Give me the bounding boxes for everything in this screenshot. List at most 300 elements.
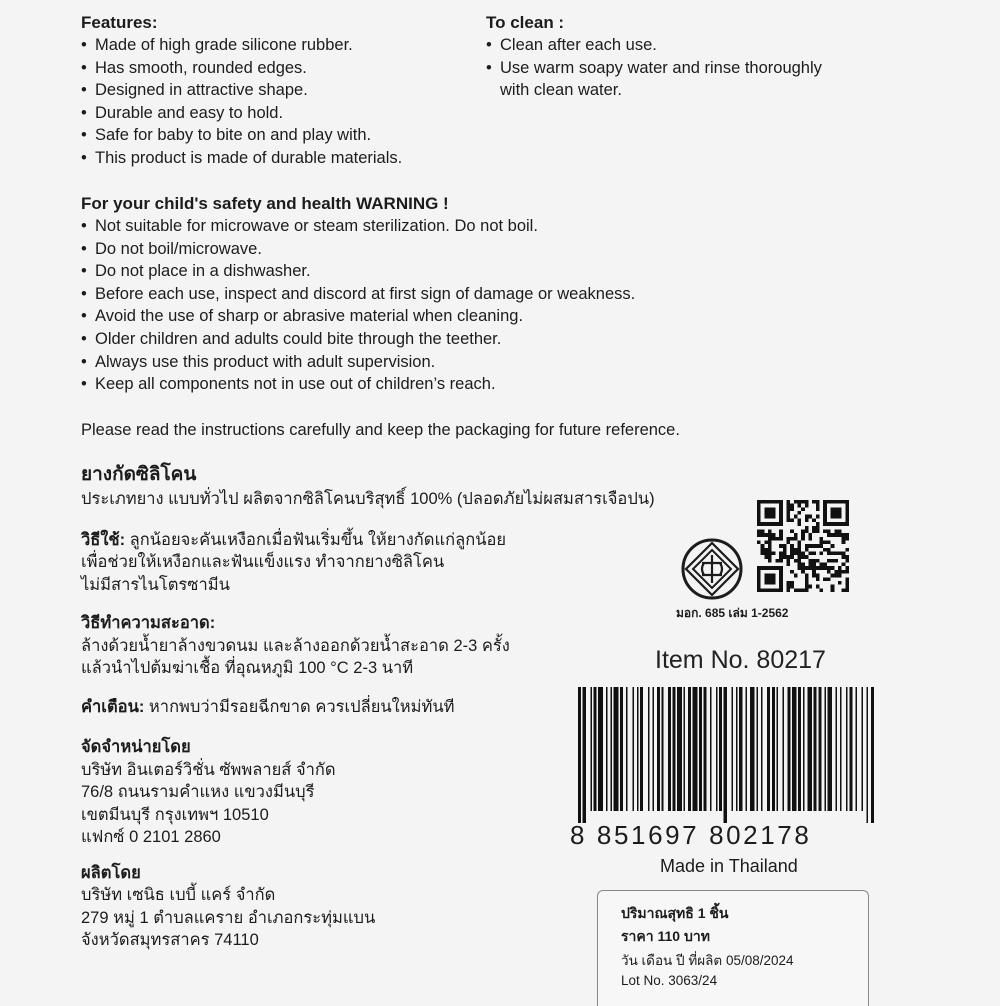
qr-module [772, 574, 776, 578]
qr-module [834, 552, 838, 556]
bullet: • [81, 126, 87, 145]
qr-module [768, 552, 772, 556]
qr-module [831, 544, 835, 548]
qr-module [809, 552, 813, 556]
warning-item-text: Keep all components not in use out of children’s reach. [95, 375, 496, 394]
qr-module [831, 566, 835, 570]
qr-module [805, 515, 809, 519]
barcode-bar [693, 687, 698, 811]
barcode-bar [652, 687, 654, 811]
qr-module [845, 570, 849, 574]
qr-module [786, 500, 790, 504]
qr-module [823, 563, 827, 567]
qr-code-icon [757, 500, 849, 592]
qr-module [783, 555, 787, 559]
qr-module [801, 552, 805, 556]
barcode-bar [614, 687, 619, 811]
qr-module [801, 507, 805, 511]
barcode-bar [657, 687, 660, 811]
qr-module [786, 504, 790, 508]
qr-module [768, 500, 772, 504]
qr-module [761, 566, 765, 570]
qr-module [823, 504, 827, 508]
barcode-icon [572, 687, 880, 823]
qr-module [790, 585, 794, 589]
qr-module [779, 500, 783, 504]
warning-item-text: Do not boil/microwave. [95, 239, 262, 258]
qr-module [786, 588, 790, 592]
qr-module [809, 585, 813, 589]
qr-module [816, 522, 820, 526]
qr-module [823, 529, 827, 533]
thai-warning-line [81, 696, 655, 719]
qr-module [790, 537, 794, 541]
qr-module [790, 504, 794, 508]
qr-module [768, 559, 772, 563]
barcode-bar [598, 687, 603, 811]
qr-module [845, 581, 849, 585]
qr-module [842, 533, 846, 537]
qr-module [842, 537, 846, 541]
qr-module [834, 559, 838, 563]
qr-module [823, 500, 827, 504]
qr-module [809, 559, 813, 563]
warning-item [81, 305, 635, 328]
qr-module [831, 552, 835, 556]
thai-manufacturer-label: ผลิตโดย [81, 863, 141, 882]
qr-module [772, 552, 776, 556]
qr-module [779, 518, 783, 522]
warning-title: For your child's safety and health WARNING ! [81, 194, 449, 213]
qr-module [845, 504, 849, 508]
qr-module [812, 552, 816, 556]
qr-module [757, 504, 761, 508]
net-quantity: ปริมาณสุทธิ 1 ชิ้น [621, 905, 729, 921]
barcode-bar [606, 687, 608, 811]
qr-module [797, 566, 801, 570]
qr-module [764, 507, 768, 511]
qr-module [794, 537, 798, 541]
barcode-bar [736, 687, 738, 811]
qr-module [801, 588, 805, 592]
feature-item-text: Has smooth, rounded edges. [95, 58, 307, 77]
qr-module [757, 529, 761, 533]
bullet: • [81, 352, 87, 371]
barcode-bar [683, 687, 685, 811]
qr-module [768, 581, 772, 585]
qr-module [823, 577, 827, 581]
bullet: • [81, 375, 87, 394]
qr-module [842, 588, 846, 592]
qr-module [805, 518, 809, 522]
barcode-bar [840, 687, 842, 811]
qr-module [827, 552, 831, 556]
barcode-bar [767, 687, 770, 811]
qr-module [816, 504, 820, 508]
qr-module [831, 522, 835, 526]
barcode-bar [772, 687, 775, 811]
bullet: • [486, 36, 492, 54]
qr-module [827, 529, 831, 533]
qr-module [845, 518, 849, 522]
qr-module [816, 507, 820, 511]
barcode-bar [620, 687, 623, 811]
thai-title: ยางกัดซิลิโคน [81, 464, 197, 485]
thai-warning-text: หากพบว่ามีรอยฉีกขาด ควรเปลี่ยนใหม่ทันที [144, 697, 455, 716]
qr-module [790, 507, 794, 511]
barcode-bar [637, 687, 639, 811]
barcode-bar [578, 687, 581, 823]
qr-module [779, 574, 783, 578]
qr-module [831, 507, 835, 511]
production-info-box [597, 890, 869, 1006]
qr-module [794, 500, 798, 504]
qr-module [812, 563, 816, 567]
qr-module [757, 522, 761, 526]
feature-item-text: Made of high grade silicone rubber. [95, 36, 353, 54]
qr-module [779, 585, 783, 589]
qr-module [790, 570, 794, 574]
barcode-bar [824, 687, 826, 811]
qr-module [790, 552, 794, 556]
qr-module [801, 570, 805, 574]
qr-module [838, 566, 842, 570]
qr-module [827, 522, 831, 526]
warning-item-text: Avoid the use of sharp or abrasive material when cleaning. [95, 307, 524, 326]
distributor-line: บริษัท อินเตอร์วิชั่น ซัพพลายส์ จำกัด [81, 760, 336, 779]
qr-module [797, 588, 801, 592]
qr-module [838, 581, 842, 585]
qr-module [838, 511, 842, 515]
clean-item [486, 34, 822, 57]
thai-clean-line1: ล้างด้วยน้ำยาล้างขวดนม และล้างออกด้วยน้ำสะอาด 2-3 ครั้ง [81, 636, 510, 655]
qr-module [831, 559, 835, 563]
qr-module [794, 559, 798, 563]
qr-module [783, 548, 787, 552]
qr-module [809, 515, 813, 519]
qr-module [757, 566, 761, 570]
barcode-bar [750, 687, 755, 811]
lot-number: Lot No. 3063/24 [621, 973, 718, 988]
qr-module [845, 588, 849, 592]
barcode-bar [745, 687, 747, 811]
qr-module [768, 515, 772, 519]
qr-module [761, 500, 765, 504]
qr-module [805, 581, 809, 585]
qr-module [768, 540, 772, 544]
qr-module [772, 577, 776, 581]
qr-module [764, 548, 768, 552]
qr-module [757, 518, 761, 522]
qr-module [779, 529, 783, 533]
barcode-bar [632, 687, 634, 811]
qr-module [772, 566, 776, 570]
warning-item [81, 215, 635, 238]
warning-section [81, 193, 635, 396]
qr-module [764, 552, 768, 556]
qr-module [768, 544, 772, 548]
qr-module [768, 522, 772, 526]
qr-module [790, 555, 794, 559]
qr-module [845, 559, 849, 563]
qr-module [827, 566, 831, 570]
barcode-bar [719, 687, 722, 811]
qr-module [845, 566, 849, 570]
feature-item [81, 147, 402, 170]
qr-module [834, 570, 838, 574]
qr-module [772, 507, 776, 511]
qr-module [786, 540, 790, 544]
qr-module [834, 533, 838, 537]
qr-module [834, 515, 838, 519]
barcode-bar [787, 687, 790, 811]
qr-module [757, 540, 761, 544]
price: ราคา 110 บาท [621, 928, 710, 944]
warning-item-text: Older children and adults could bite through the teether. [95, 329, 502, 348]
qr-module [772, 588, 776, 592]
qr-module [812, 518, 816, 522]
qr-module [764, 574, 768, 578]
thai-usage-line1 [81, 529, 655, 552]
thai-clean-line2: แล้วนำไปต้มฆ่าเชื้อ ที่อุณหภูมิ 100 °C 2-3 นาที [81, 659, 414, 677]
barcode-bar [818, 687, 821, 811]
features-title: Features: [81, 13, 158, 32]
qr-module [845, 511, 849, 515]
qr-module [834, 574, 838, 578]
qr-module [823, 522, 827, 526]
thai-manufacturer-lines [81, 884, 655, 952]
qr-module [809, 537, 813, 541]
qr-module [823, 511, 827, 515]
qr-module [845, 533, 849, 537]
qr-module [823, 515, 827, 519]
qr-module [805, 526, 809, 530]
qr-module [816, 577, 820, 581]
qr-module [761, 529, 765, 533]
qr-module [768, 566, 772, 570]
qr-module [761, 544, 765, 548]
feature-item-text: Safe for baby to bite on and play with. [95, 126, 372, 145]
qr-module [820, 563, 824, 567]
barcode-bar [849, 687, 852, 811]
qr-module [779, 537, 783, 541]
qr-module [827, 500, 831, 504]
qr-module [764, 566, 768, 570]
qr-module [779, 522, 783, 526]
qr-module [783, 552, 787, 556]
qr-module [820, 537, 824, 541]
qr-module [801, 529, 805, 533]
thai-distributor-label: จัดจำหน่ายโดย [81, 738, 191, 756]
qr-module [834, 507, 838, 511]
barcode-bar [704, 687, 707, 811]
qr-module [845, 500, 849, 504]
bullet: • [81, 103, 87, 122]
barcode-bar [688, 687, 691, 811]
qr-module [816, 544, 820, 548]
barcode-bar [776, 687, 778, 811]
qr-module [764, 515, 768, 519]
feature-item [81, 57, 402, 80]
qr-module [775, 566, 779, 570]
qr-module [838, 574, 842, 578]
feature-item [81, 34, 402, 57]
barcode-bar [866, 687, 868, 823]
qr-module [801, 500, 805, 504]
to-clean-section [486, 12, 822, 102]
qr-module [768, 529, 772, 533]
qr-module [764, 522, 768, 526]
clean-item-text: Use warm soapy water and rinse thoroughly [500, 58, 822, 77]
thai-usage-text: ลูกน้อยจะคันเหงือกเมื่อฟันเริ่มขึ้น ให้ยางกัดแก่ลูกน้อย [125, 530, 507, 549]
feature-item [81, 102, 402, 125]
barcode-bar [871, 687, 874, 823]
qr-module [805, 548, 809, 552]
qr-module [845, 522, 849, 526]
qr-module [801, 533, 805, 537]
qr-module [790, 518, 794, 522]
barcode-bar [862, 687, 864, 811]
qr-module [842, 563, 846, 567]
qr-module [757, 507, 761, 511]
bullet: • [81, 36, 87, 54]
barcode-bar [710, 687, 712, 811]
qr-module [797, 500, 801, 504]
qr-module [812, 574, 816, 578]
qr-module [797, 555, 801, 559]
qr-module [838, 529, 842, 533]
warning-item [81, 373, 635, 396]
qr-module [768, 574, 772, 578]
bullet: • [81, 239, 87, 258]
qr-module [786, 507, 790, 511]
qr-module [757, 570, 761, 574]
warning-item [81, 238, 635, 261]
qr-module [820, 544, 824, 548]
qr-module [794, 588, 798, 592]
warning-item-text: Not suitable for microwave or steam sterilization. Do not boil. [95, 217, 538, 235]
barcode-bar [590, 687, 592, 811]
qr-module [805, 504, 809, 508]
qr-module [823, 540, 827, 544]
qr-module [834, 511, 838, 515]
qr-module [779, 559, 783, 563]
qr-module [816, 529, 820, 533]
qr-module [797, 522, 801, 526]
qr-module [764, 581, 768, 585]
production-date: วัน เดือน ปี ที่ผลิต 05/08/2024 [621, 953, 794, 968]
qr-module [812, 570, 816, 574]
qr-module [812, 544, 816, 548]
qr-module [764, 577, 768, 581]
qr-module [797, 559, 801, 563]
qr-module [816, 526, 820, 530]
feature-item-text: This product is made of durable materials. [95, 148, 403, 167]
qr-module [779, 533, 783, 537]
qr-module [805, 588, 809, 592]
qr-module [768, 555, 772, 559]
barcode-bar [594, 687, 597, 811]
qr-module [775, 537, 779, 541]
qr-module [801, 563, 805, 567]
qr-module [816, 566, 820, 570]
qr-module [786, 585, 790, 589]
qr-module [809, 563, 813, 567]
qr-module [816, 500, 820, 504]
qr-module [779, 581, 783, 585]
qr-module [816, 559, 820, 563]
qr-module [831, 574, 835, 578]
qr-module [764, 533, 768, 537]
barcode-bar [792, 687, 797, 811]
qr-module [772, 522, 776, 526]
barcode-bar [662, 687, 664, 811]
qr-module [757, 500, 761, 504]
qr-module [820, 540, 824, 544]
barcode-bar [828, 687, 833, 811]
qr-module [823, 518, 827, 522]
qr-module [757, 515, 761, 519]
qr-module [786, 581, 790, 585]
qr-module [761, 533, 765, 537]
qr-module [764, 540, 768, 544]
qr-module [816, 585, 820, 589]
qr-module [775, 522, 779, 526]
to-clean-continuation: with clean water. [500, 81, 622, 100]
qr-module [757, 577, 761, 581]
barcode-bar [716, 687, 718, 811]
qr-module [805, 574, 809, 578]
qr-module [845, 515, 849, 519]
qr-module [775, 500, 779, 504]
bullet: • [81, 58, 87, 77]
thai-usage-line2: เพื่อช่วยให้เหงือกและฟันแข็งแรง ทำจากยางซิลิโคน [81, 553, 445, 571]
qr-module [831, 500, 835, 504]
qr-module [757, 588, 761, 592]
barcode-bar [699, 687, 702, 811]
qr-module [838, 552, 842, 556]
tis-standard-number: มอก. 685 เล่ม 1-2562 [676, 606, 789, 620]
qr-module [757, 533, 761, 537]
qr-module [812, 559, 816, 563]
to-clean-title: To clean : [486, 13, 565, 32]
qr-module [768, 588, 772, 592]
bullet: • [81, 284, 87, 303]
feature-item [81, 79, 402, 102]
qr-module [812, 500, 816, 504]
thai-type-line: ประเภทยาง แบบทั่วไป ผลิตจากซิลิโคนบริสุทธิ์ 100% (ปลอดภัยไม่ผสมสารเจือปน) [81, 490, 655, 508]
qr-module [768, 537, 772, 541]
warning-item-text: Always use this product with adult supervision. [95, 352, 436, 371]
qr-module [805, 566, 809, 570]
bullet: • [81, 217, 87, 235]
qr-module [761, 552, 765, 556]
bullet: • [81, 307, 87, 326]
qr-module [772, 511, 776, 515]
barcode-bar [756, 687, 758, 811]
warning-list [81, 215, 635, 396]
qr-module [757, 585, 761, 589]
qr-module [775, 559, 779, 563]
qr-module [779, 588, 783, 592]
qr-module [764, 588, 768, 592]
manufacturer-line: จังหวัดสมุทรสาคร 74110 [81, 931, 259, 949]
clean-item [486, 57, 822, 80]
thai-usage-label: วิธีใช้: [81, 530, 126, 549]
barcode-bar [724, 687, 727, 823]
qr-module [842, 555, 846, 559]
qr-module [827, 540, 831, 544]
